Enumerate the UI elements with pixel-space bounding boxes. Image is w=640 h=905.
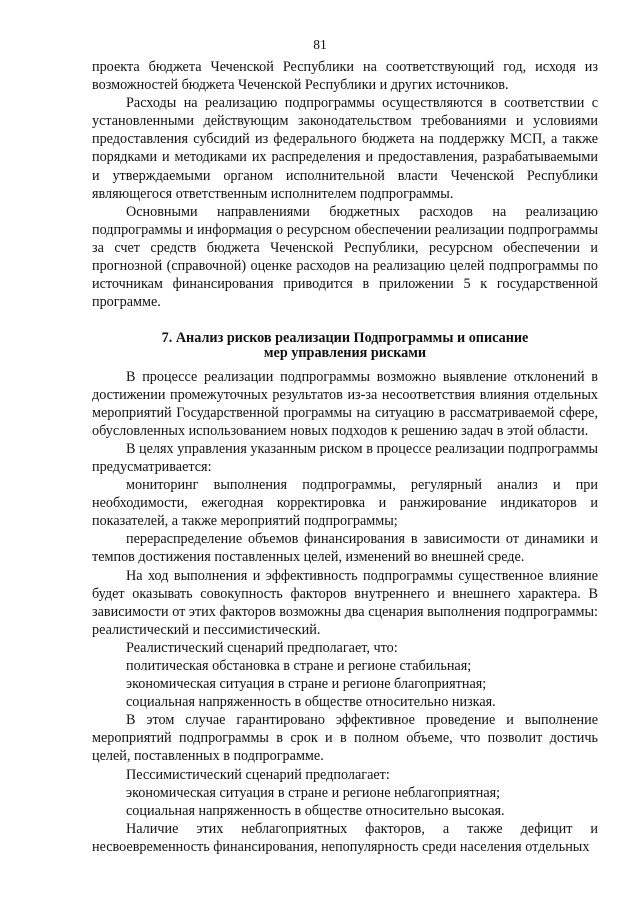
- paragraph-continuation: проекта бюджета Чеченской Республики на соответствующий год, исходя из возможностей бюджета Чеченской Республики и других источников.: [92, 59, 598, 94]
- paragraph-budget-directions: Основными направлениями бюджетных расходов на реализацию подпрограммы и информация о ресурсном обеспечении реализации подпрограммы за счет средств бюджета Чеченской Республики, ресурсном обеспечении и прогнозной (справочной) оценке расходов на реализацию целей подпрограммы по источникам финансирования приводится в приложении 5 к государственной программе.: [92, 203, 598, 311]
- section-heading-line-1: 7. Анализ рисков реализации Подпрограммы и описание: [161, 330, 529, 347]
- paragraph-risk-management: В целях управления указанным риском в процессе реализации подпрограммы предусматривается:: [92, 440, 598, 475]
- paragraph-monitoring: мониторинг выполнения подпрограммы, регулярный анализ и при необходимости, ежегодная корректировка и ранжирование индикаторов и показателей, а также мероприятий подпрограммы;: [92, 477, 598, 530]
- section-heading-line-2: мер управления рисками: [263, 344, 427, 361]
- paragraph-deviations: В процессе реализации подпрограммы возможно выявление отклонений в достижении промежуточных результатов из-за несоответствия влияния отдельных мероприятий Государственной программы на ситуацию в рассматриваемой сфере, обусловленных использованием новых подходов к решению задач в этой области.: [92, 368, 598, 439]
- paragraph-factors: На ход выполнения и эффективность подпрограммы существенное влияние будет оказывать совокупность факторов внутреннего и внешнего характера. В зависимости от этих факторов возможны два сценария выполнения подпрограммы: реалистический и пессимистический.: [92, 567, 598, 638]
- page-number: 81: [313, 37, 327, 52]
- paragraph-pessimistic-scenario: Пессимистический сценарий предполагает:: [126, 766, 390, 783]
- realistic-item-political: политическая обстановка в стране и регионе стабильная;: [126, 658, 472, 674]
- paragraph-expenses: Расходы на реализацию подпрограммы осуществляются в соответствии с установленными действующим законодательством требованиями и условиями предоставления субсидий из федерального бюджета на поддержку МСП, а также порядками и методиками их распределения и предоставления, разрабатываемыми и утверждаемыми органом исполнительной власти Чеченской Республики являющегося ответственным исполнителем подпрограммы.: [92, 95, 598, 202]
- pessimistic-item-economic: экономическая ситуация в стране и регионе неблагоприятная;: [126, 784, 501, 801]
- paragraph-unfavorable-factors: Наличие этих неблагоприятных факторов, а также дефицит и несвоевременность финансирования, непопулярность среди населения отдельных: [92, 820, 598, 855]
- paragraph-realistic-scenario: Реалистический сценарий предполагает, что:: [126, 639, 398, 656]
- page-body: [92, 58, 598, 856]
- section-heading: [92, 331, 598, 360]
- realistic-item-social: социальная напряженность в обществе относительно низкая.: [126, 694, 496, 711]
- paragraph-guaranteed: В этом случае гарантировано эффективное проведение и выполнение мероприятий подпрограммы в срок и в полном объеме, что позволит достичь целей, поставленных в подпрограмме.: [92, 712, 598, 765]
- realistic-item-economic: экономическая ситуация в стране и регионе благоприятная;: [126, 676, 487, 693]
- paragraph-redistribution: перераспределение объемов финансирования в зависимости от динамики и темпов достижения поставленных целей, изменений во внешней среде.: [92, 531, 598, 566]
- pessimistic-item-social: социальная напряженность в обществе относительно высокая.: [126, 802, 505, 819]
